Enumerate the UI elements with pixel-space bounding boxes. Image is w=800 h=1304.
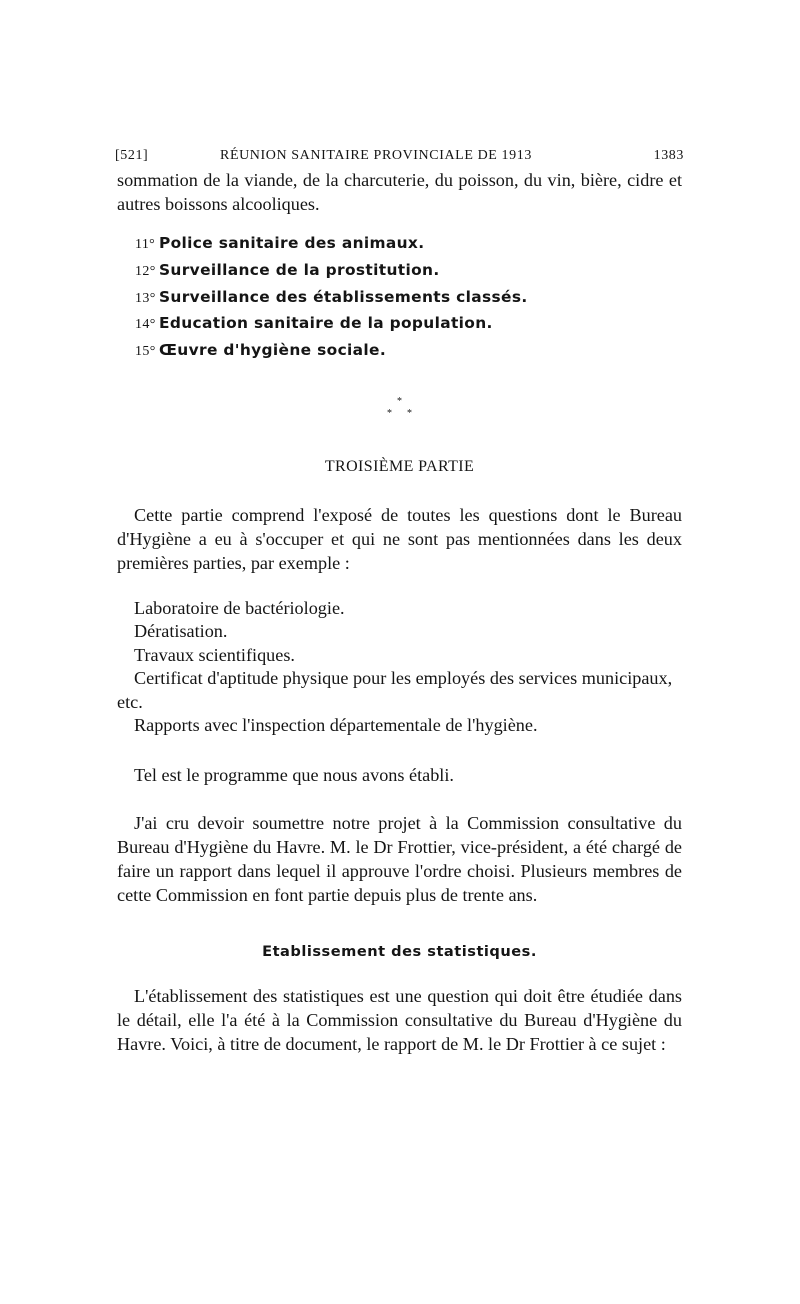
list-item <box>117 338 682 365</box>
list-number: 15° <box>135 344 156 360</box>
list-item <box>117 231 682 258</box>
example-item: Dératisation. <box>134 621 228 642</box>
list-text: Œuvre d'hygiène sociale. <box>159 341 387 360</box>
asterism-star-left: * <box>387 407 392 419</box>
list-number: 13° <box>135 290 156 306</box>
list-text: Surveillance de la prostitution. <box>159 260 440 279</box>
page-reference: [521] <box>115 148 149 163</box>
list-item <box>117 285 682 312</box>
asterism-star-top: * <box>397 395 402 407</box>
asterism-divider <box>117 396 682 426</box>
page-content <box>117 140 682 1056</box>
subsection-title: Etablissement des statistiques. <box>262 942 537 960</box>
list-number: 11° <box>135 237 156 252</box>
list-text: Surveillance des établissements classés. <box>159 287 528 306</box>
running-title: RÉUNION SANITAIRE PROVINCIALE DE 1913 <box>220 148 532 163</box>
example-item: Certificat d'aptitude physique pour les employés des services municipaux, etc. <box>117 668 673 712</box>
examples-list <box>117 597 682 738</box>
example-item: Laboratoire de bactériologie. <box>134 597 345 618</box>
running-head <box>117 140 682 168</box>
list-item <box>117 258 682 285</box>
programme-sentence: Tel est le programme que nous avons établi. <box>134 764 454 785</box>
statistics-paragraph: L'établissement des statistiques est une question qui doit être étudiée dans le détail, elle l'a été à la Commission consultative du Bureau d'Hygiène du Havre. Voici, à titre de document, le rapport de M. le Dr Frottier à ce sujet : <box>117 985 682 1054</box>
list-number: 12° <box>135 263 156 279</box>
section-intro-paragraph: Cette partie comprend l'exposé de toutes les questions dont le Bureau d'Hygiène a eu à s'occuper et qui ne sont pas mentionnées dans les deux premières parties, par exemple : <box>117 504 682 573</box>
list-text: Education sanitaire de la population. <box>159 314 493 333</box>
asterism-star-right: * <box>407 407 412 419</box>
opening-paragraph: sommation de la viande, de la charcuterie, du poisson, du vin, bière, cidre et autres boissons alcooliques. <box>117 170 682 214</box>
commission-paragraph: J'ai cru devoir soumettre notre projet à la Commission consultative du Bureau d'Hygiène du Havre. M. le Dr Frottier, vice-président, a été chargé de faire un rapport dans lequel il approuve l'ordre choisi. Plusieurs membres de cette Commission en font partie depuis plus de trente ans. <box>117 812 682 905</box>
list-number: 14° <box>135 317 156 333</box>
numbered-list <box>117 231 682 365</box>
page-number: 1383 <box>653 148 684 163</box>
list-item <box>117 311 682 338</box>
example-item: Travaux scientifiques. <box>134 644 295 665</box>
section-title: TROISIÈME PARTIE <box>324 457 475 475</box>
example-item: Rapports avec l'inspection départementale de l'hygiène. <box>134 715 538 736</box>
list-text: Police sanitaire des animaux. <box>159 234 425 252</box>
